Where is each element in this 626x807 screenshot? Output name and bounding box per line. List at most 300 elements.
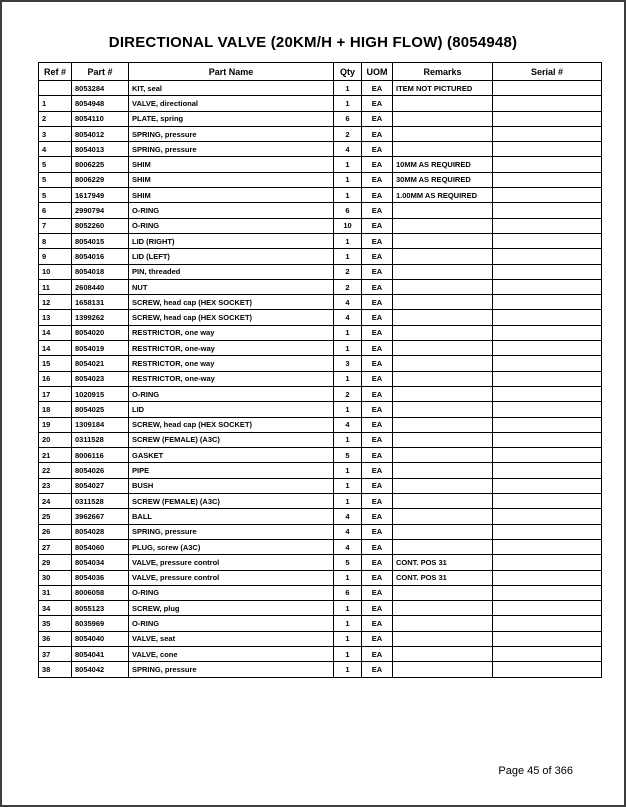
- serial-cell: [493, 233, 602, 248]
- part-name-cell: SPRING, pressure: [129, 662, 334, 677]
- part-name-cell: O-RING: [129, 203, 334, 218]
- part-number-cell: 8054016: [72, 249, 129, 264]
- serial-cell: [493, 295, 602, 310]
- part-number-cell: 8053284: [72, 81, 129, 96]
- part-name-cell: LID (RIGHT): [129, 233, 334, 248]
- table-row: [39, 570, 602, 585]
- qty-cell: 1: [334, 233, 362, 248]
- serial-cell: [493, 126, 602, 141]
- serial-cell: [493, 371, 602, 386]
- part-number-cell: 8054012: [72, 126, 129, 141]
- ref-cell: 19: [39, 417, 72, 432]
- uom-cell: EA: [362, 295, 393, 310]
- part-number-cell: 8035969: [72, 616, 129, 631]
- part-name-cell: SCREW, head cap (HEX SOCKET): [129, 295, 334, 310]
- header-remarks: Remarks: [393, 63, 493, 81]
- serial-cell: [493, 142, 602, 157]
- serial-cell: [493, 646, 602, 661]
- part-number-cell: 1658131: [72, 295, 129, 310]
- table-row: [39, 478, 602, 493]
- qty-cell: 1: [334, 616, 362, 631]
- table-row: [39, 310, 602, 325]
- qty-cell: 6: [334, 111, 362, 126]
- part-number-cell: 8006058: [72, 585, 129, 600]
- uom-cell: EA: [362, 356, 393, 371]
- table-row: [39, 417, 602, 432]
- part-number-cell: 8006225: [72, 157, 129, 172]
- remarks-cell: [393, 463, 493, 478]
- ref-cell: 36: [39, 631, 72, 646]
- remarks-cell: 30MM AS REQUIRED: [393, 172, 493, 187]
- part-number-cell: 8054027: [72, 478, 129, 493]
- remarks-cell: [393, 448, 493, 463]
- uom-cell: EA: [362, 662, 393, 677]
- serial-cell: [493, 249, 602, 264]
- part-number-cell: 8054036: [72, 570, 129, 585]
- part-name-cell: O-RING: [129, 616, 334, 631]
- part-number-cell: 0311528: [72, 432, 129, 447]
- qty-cell: 1: [334, 188, 362, 203]
- ref-cell: 23: [39, 478, 72, 493]
- qty-cell: 1: [334, 96, 362, 111]
- table-row: [39, 555, 602, 570]
- part-name-cell: RESTRICTOR, one-way: [129, 371, 334, 386]
- part-name-cell: BALL: [129, 509, 334, 524]
- remarks-cell: [393, 203, 493, 218]
- uom-cell: EA: [362, 264, 393, 279]
- table-row: [39, 81, 602, 96]
- parts-table: [38, 62, 602, 678]
- qty-cell: 2: [334, 386, 362, 401]
- table-row: [39, 494, 602, 509]
- part-number-cell: 8054018: [72, 264, 129, 279]
- uom-cell: EA: [362, 279, 393, 294]
- table-row: [39, 631, 602, 646]
- serial-cell: [493, 585, 602, 600]
- ref-cell: 5: [39, 188, 72, 203]
- remarks-cell: [393, 646, 493, 661]
- qty-cell: 4: [334, 539, 362, 554]
- remarks-cell: [393, 494, 493, 509]
- table-row: [39, 463, 602, 478]
- uom-cell: EA: [362, 478, 393, 493]
- uom-cell: EA: [362, 111, 393, 126]
- uom-cell: EA: [362, 463, 393, 478]
- serial-cell: [493, 203, 602, 218]
- part-name-cell: LID (LEFT): [129, 249, 334, 264]
- part-name-cell: PLUG, screw (A3C): [129, 539, 334, 554]
- part-name-cell: LID: [129, 402, 334, 417]
- part-name-cell: SHIM: [129, 188, 334, 203]
- header-qty: Qty: [334, 63, 362, 81]
- ref-cell: 17: [39, 386, 72, 401]
- ref-cell: 21: [39, 448, 72, 463]
- ref-cell: 29: [39, 555, 72, 570]
- qty-cell: 4: [334, 509, 362, 524]
- part-name-cell: SPRING, pressure: [129, 142, 334, 157]
- part-name-cell: PIPE: [129, 463, 334, 478]
- part-name-cell: VALVE, directional: [129, 96, 334, 111]
- serial-cell: [493, 524, 602, 539]
- ref-cell: [39, 81, 72, 96]
- ref-cell: 35: [39, 616, 72, 631]
- serial-cell: [493, 172, 602, 187]
- remarks-cell: [393, 111, 493, 126]
- serial-cell: [493, 601, 602, 616]
- uom-cell: EA: [362, 494, 393, 509]
- remarks-cell: [393, 662, 493, 677]
- remarks-cell: ITEM NOT PICTURED: [393, 81, 493, 96]
- qty-cell: 1: [334, 478, 362, 493]
- part-name-cell: SPRING, pressure: [129, 126, 334, 141]
- qty-cell: 1: [334, 402, 362, 417]
- part-name-cell: RESTRICTOR, one way: [129, 325, 334, 340]
- remarks-cell: [393, 417, 493, 432]
- serial-cell: [493, 356, 602, 371]
- serial-cell: [493, 188, 602, 203]
- uom-cell: EA: [362, 646, 393, 661]
- ref-cell: 30: [39, 570, 72, 585]
- part-name-cell: O-RING: [129, 386, 334, 401]
- qty-cell: 6: [334, 585, 362, 600]
- part-name-cell: VALVE, pressure control: [129, 570, 334, 585]
- qty-cell: 10: [334, 218, 362, 233]
- serial-cell: [493, 279, 602, 294]
- ref-cell: 10: [39, 264, 72, 279]
- serial-cell: [493, 448, 602, 463]
- remarks-cell: 1.00MM AS REQUIRED: [393, 188, 493, 203]
- part-name-cell: SCREW, plug: [129, 601, 334, 616]
- table-row: [39, 172, 602, 187]
- serial-cell: [493, 631, 602, 646]
- serial-cell: [493, 325, 602, 340]
- serial-cell: [493, 264, 602, 279]
- serial-cell: [493, 402, 602, 417]
- remarks-cell: [393, 478, 493, 493]
- serial-cell: [493, 310, 602, 325]
- uom-cell: EA: [362, 96, 393, 111]
- table-row: [39, 616, 602, 631]
- part-number-cell: 8054025: [72, 402, 129, 417]
- part-number-cell: 8054034: [72, 555, 129, 570]
- part-name-cell: RESTRICTOR, one-way: [129, 341, 334, 356]
- part-number-cell: 1399262: [72, 310, 129, 325]
- table-row: [39, 295, 602, 310]
- uom-cell: EA: [362, 249, 393, 264]
- table-row: [39, 218, 602, 233]
- part-name-cell: PIN, threaded: [129, 264, 334, 279]
- serial-cell: [493, 616, 602, 631]
- ref-cell: 25: [39, 509, 72, 524]
- part-number-cell: 1020915: [72, 386, 129, 401]
- uom-cell: EA: [362, 386, 393, 401]
- ref-cell: 16: [39, 371, 72, 386]
- serial-cell: [493, 539, 602, 554]
- qty-cell: 1: [334, 341, 362, 356]
- qty-cell: 1: [334, 81, 362, 96]
- table-row: [39, 448, 602, 463]
- table-row: [39, 524, 602, 539]
- uom-cell: EA: [362, 555, 393, 570]
- table-row: [39, 126, 602, 141]
- qty-cell: 6: [334, 203, 362, 218]
- uom-cell: EA: [362, 509, 393, 524]
- ref-cell: 1: [39, 96, 72, 111]
- part-number-cell: 8006229: [72, 172, 129, 187]
- part-number-cell: 8054060: [72, 539, 129, 554]
- remarks-cell: 10MM AS REQUIRED: [393, 157, 493, 172]
- part-name-cell: O-RING: [129, 218, 334, 233]
- table-row: [39, 264, 602, 279]
- serial-cell: [493, 81, 602, 96]
- ref-cell: 4: [39, 142, 72, 157]
- remarks-cell: [393, 249, 493, 264]
- part-number-cell: 8054040: [72, 631, 129, 646]
- remarks-cell: [393, 310, 493, 325]
- uom-cell: EA: [362, 233, 393, 248]
- part-number-cell: 3962667: [72, 509, 129, 524]
- remarks-cell: [393, 356, 493, 371]
- qty-cell: 1: [334, 494, 362, 509]
- ref-cell: 31: [39, 585, 72, 600]
- part-number-cell: 8054019: [72, 341, 129, 356]
- part-number-cell: 8054028: [72, 524, 129, 539]
- qty-cell: 4: [334, 310, 362, 325]
- ref-cell: 18: [39, 402, 72, 417]
- part-name-cell: SPRING, pressure: [129, 524, 334, 539]
- remarks-cell: [393, 509, 493, 524]
- part-name-cell: VALVE, cone: [129, 646, 334, 661]
- table-row: [39, 96, 602, 111]
- remarks-cell: [393, 601, 493, 616]
- part-name-cell: VALVE, pressure control: [129, 555, 334, 570]
- table-row: [39, 203, 602, 218]
- ref-cell: 9: [39, 249, 72, 264]
- uom-cell: EA: [362, 524, 393, 539]
- uom-cell: EA: [362, 601, 393, 616]
- ref-cell: 20: [39, 432, 72, 447]
- ref-cell: 38: [39, 662, 72, 677]
- uom-cell: EA: [362, 203, 393, 218]
- ref-cell: 7: [39, 218, 72, 233]
- qty-cell: 3: [334, 356, 362, 371]
- remarks-cell: [393, 96, 493, 111]
- uom-cell: EA: [362, 570, 393, 585]
- uom-cell: EA: [362, 172, 393, 187]
- uom-cell: EA: [362, 616, 393, 631]
- remarks-cell: CONT. POS 31: [393, 570, 493, 585]
- qty-cell: 1: [334, 463, 362, 478]
- table-row: [39, 402, 602, 417]
- remarks-cell: [393, 279, 493, 294]
- qty-cell: 1: [334, 249, 362, 264]
- part-number-cell: 0311528: [72, 494, 129, 509]
- qty-cell: 5: [334, 555, 362, 570]
- table-header-row: [39, 63, 602, 81]
- remarks-cell: [393, 616, 493, 631]
- ref-cell: 5: [39, 172, 72, 187]
- part-name-cell: GASKET: [129, 448, 334, 463]
- part-name-cell: VALVE, seat: [129, 631, 334, 646]
- ref-cell: 12: [39, 295, 72, 310]
- serial-cell: [493, 478, 602, 493]
- qty-cell: 1: [334, 371, 362, 386]
- part-number-cell: 2608440: [72, 279, 129, 294]
- part-name-cell: SCREW (FEMALE) (A3C): [129, 494, 334, 509]
- part-number-cell: 8006116: [72, 448, 129, 463]
- table-row: [39, 432, 602, 447]
- remarks-cell: CONT. POS 31: [393, 555, 493, 570]
- uom-cell: EA: [362, 585, 393, 600]
- header-ref: Ref #: [39, 63, 72, 81]
- part-number-cell: 1617949: [72, 188, 129, 203]
- remarks-cell: [393, 631, 493, 646]
- qty-cell: 1: [334, 631, 362, 646]
- serial-cell: [493, 386, 602, 401]
- uom-cell: EA: [362, 631, 393, 646]
- serial-cell: [493, 555, 602, 570]
- table-row: [39, 279, 602, 294]
- part-number-cell: 8054948: [72, 96, 129, 111]
- uom-cell: EA: [362, 341, 393, 356]
- qty-cell: 4: [334, 524, 362, 539]
- uom-cell: EA: [362, 448, 393, 463]
- qty-cell: 1: [334, 646, 362, 661]
- part-name-cell: BUSH: [129, 478, 334, 493]
- uom-cell: EA: [362, 142, 393, 157]
- part-number-cell: 8054015: [72, 233, 129, 248]
- remarks-cell: [393, 264, 493, 279]
- part-name-cell: NUT: [129, 279, 334, 294]
- remarks-cell: [393, 371, 493, 386]
- remarks-cell: [393, 524, 493, 539]
- part-name-cell: PLATE, spring: [129, 111, 334, 126]
- ref-cell: 24: [39, 494, 72, 509]
- part-name-cell: O-RING: [129, 585, 334, 600]
- serial-cell: [493, 662, 602, 677]
- qty-cell: 4: [334, 142, 362, 157]
- table-row: [39, 601, 602, 616]
- serial-cell: [493, 111, 602, 126]
- table-row: [39, 646, 602, 661]
- serial-cell: [493, 157, 602, 172]
- header-uom: UOM: [362, 63, 393, 81]
- table-row: [39, 157, 602, 172]
- serial-cell: [493, 417, 602, 432]
- qty-cell: 1: [334, 157, 362, 172]
- part-number-cell: 8054021: [72, 356, 129, 371]
- table-row: [39, 142, 602, 157]
- remarks-cell: [393, 233, 493, 248]
- ref-cell: 14: [39, 341, 72, 356]
- ref-cell: 8: [39, 233, 72, 248]
- uom-cell: EA: [362, 432, 393, 447]
- page-title: DIRECTIONAL VALVE (20KM/H + HIGH FLOW) (8054948): [108, 34, 518, 51]
- part-number-cell: 8054042: [72, 662, 129, 677]
- qty-cell: 1: [334, 570, 362, 585]
- table-row: [39, 233, 602, 248]
- qty-cell: 1: [334, 172, 362, 187]
- part-number-cell: 1309184: [72, 417, 129, 432]
- qty-cell: 2: [334, 264, 362, 279]
- table-row: [39, 341, 602, 356]
- remarks-cell: [393, 295, 493, 310]
- uom-cell: EA: [362, 157, 393, 172]
- table-row: [39, 371, 602, 386]
- table-row: [39, 585, 602, 600]
- serial-cell: [493, 463, 602, 478]
- uom-cell: EA: [362, 539, 393, 554]
- uom-cell: EA: [362, 325, 393, 340]
- qty-cell: 4: [334, 417, 362, 432]
- table-row: [39, 111, 602, 126]
- part-name-cell: SCREW, head cap (HEX SOCKET): [129, 417, 334, 432]
- part-number-cell: 8054020: [72, 325, 129, 340]
- serial-cell: [493, 341, 602, 356]
- part-name-cell: KIT, seal: [129, 81, 334, 96]
- serial-cell: [493, 432, 602, 447]
- remarks-cell: [393, 325, 493, 340]
- remarks-cell: [393, 539, 493, 554]
- header-part: Part #: [72, 63, 129, 81]
- serial-cell: [493, 218, 602, 233]
- qty-cell: 2: [334, 279, 362, 294]
- part-number-cell: 8054023: [72, 371, 129, 386]
- table-row: [39, 188, 602, 203]
- part-name-cell: RESTRICTOR, one way: [129, 356, 334, 371]
- uom-cell: EA: [362, 310, 393, 325]
- header-serial: Serial #: [493, 63, 602, 81]
- serial-cell: [493, 494, 602, 509]
- part-number-cell: 2990794: [72, 203, 129, 218]
- ref-cell: 26: [39, 524, 72, 539]
- qty-cell: 5: [334, 448, 362, 463]
- ref-cell: 6: [39, 203, 72, 218]
- ref-cell: 15: [39, 356, 72, 371]
- part-number-cell: 8054026: [72, 463, 129, 478]
- part-name-cell: SHIM: [129, 157, 334, 172]
- remarks-cell: [393, 386, 493, 401]
- table-row: [39, 356, 602, 371]
- uom-cell: EA: [362, 218, 393, 233]
- header-name: Part Name: [129, 63, 334, 81]
- qty-cell: 1: [334, 432, 362, 447]
- uom-cell: EA: [362, 371, 393, 386]
- ref-cell: 3: [39, 126, 72, 141]
- uom-cell: EA: [362, 81, 393, 96]
- uom-cell: EA: [362, 402, 393, 417]
- ref-cell: 5: [39, 157, 72, 172]
- remarks-cell: [393, 402, 493, 417]
- serial-cell: [493, 570, 602, 585]
- uom-cell: EA: [362, 417, 393, 432]
- table-row: [39, 539, 602, 554]
- ref-cell: 11: [39, 279, 72, 294]
- part-name-cell: SHIM: [129, 172, 334, 187]
- qty-cell: 1: [334, 662, 362, 677]
- remarks-cell: [393, 126, 493, 141]
- page-number: Page 45 of 366: [498, 765, 573, 777]
- remarks-cell: [393, 341, 493, 356]
- part-number-cell: 8054041: [72, 646, 129, 661]
- ref-cell: 37: [39, 646, 72, 661]
- table-row: [39, 386, 602, 401]
- table-row: [39, 509, 602, 524]
- part-number-cell: 8052260: [72, 218, 129, 233]
- ref-cell: 2: [39, 111, 72, 126]
- part-number-cell: 8055123: [72, 601, 129, 616]
- qty-cell: 4: [334, 295, 362, 310]
